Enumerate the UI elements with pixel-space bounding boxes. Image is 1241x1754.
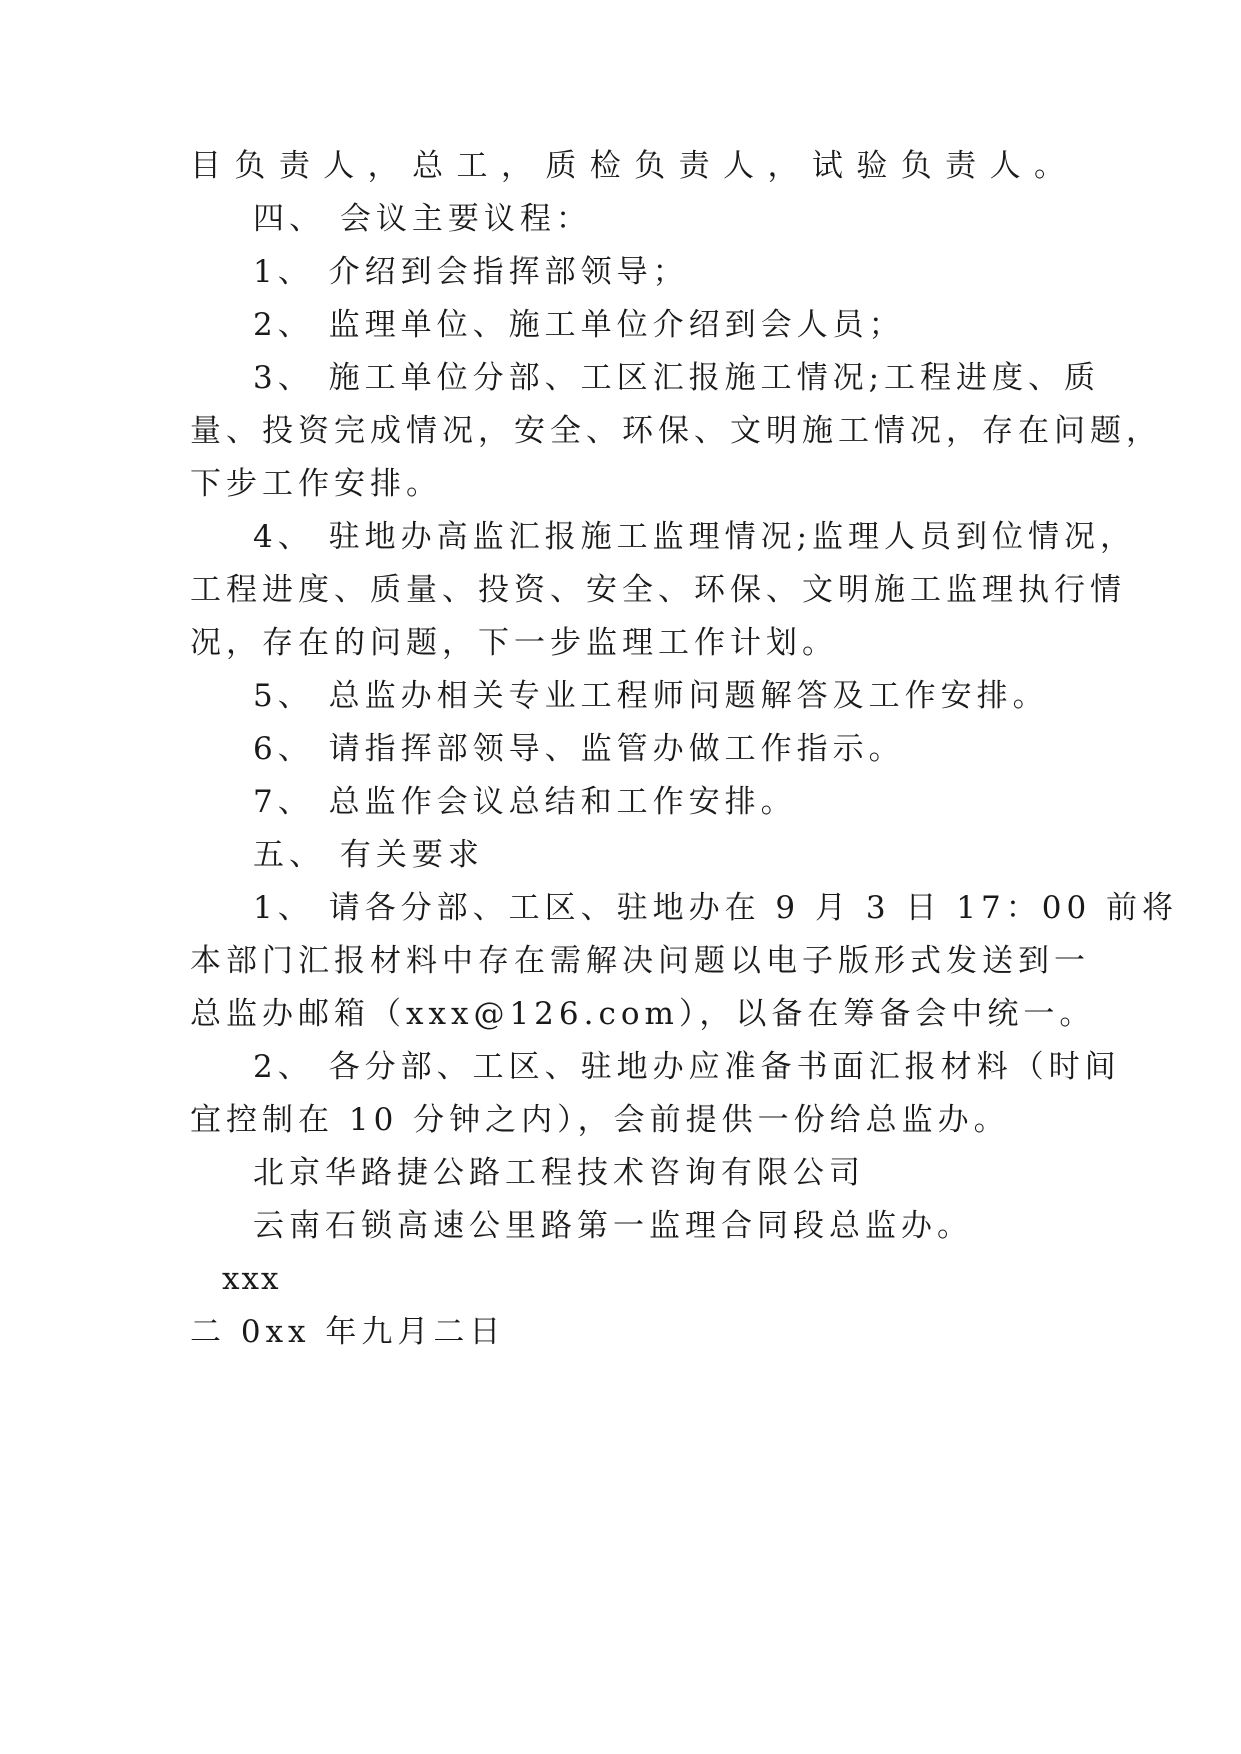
office-name: 云南石锁高速公里路第一监理合同段总监办。 [253,1208,973,1244]
document-date: 二 0xx 年九月二日 [190,1314,506,1350]
section-heading-requirements: 五、 有关要求 [253,837,484,873]
agenda-item-4: 4、 驻地办高监汇报施工监理情况;监理人员到位情况， [253,519,1137,555]
paragraph-line: 总监办邮箱（xxx@126.com），以备在筹备会中统一。 [190,996,1096,1032]
paragraph-line: 量、投资完成情况，安全、环保、文明施工情况，存在问题， [190,413,1162,449]
agenda-item-6: 6、 请指挥部领导、监管办做工作指示。 [253,731,905,767]
paragraph-line: 况，存在的问题，下一步监理工作计划。 [190,625,838,661]
agenda-item-7: 7、 总监作会议总结和工作安排。 [253,784,797,820]
agenda-item-1: 1、 介绍到会指挥部领导； [253,254,689,290]
paragraph-line: 工程进度、质量、投资、安全、环保、文明施工监理执行情 [190,572,1126,608]
agenda-item-2: 2、 监理单位、施工单位介绍到会人员； [253,307,905,343]
paragraph-line: 下步工作安排。 [190,466,442,502]
company-name: 北京华路捷公路工程技术咨询有限公司 [253,1155,865,1191]
paragraph-line: 目负责人，总工，质检负责人，试验负责人。 [190,148,1070,184]
agenda-item-3: 3、 施工单位分部、工区汇报施工情况;工程进度、质 [253,360,1101,396]
agenda-item-5: 5、 总监办相关专业工程师问题解答及工作安排。 [253,678,1049,714]
paragraph-line: 宜控制在 10 分钟之内），会前提供一份给总监办。 [190,1102,1010,1138]
requirement-item-1: 1、 请各分部、工区、驻地办在 9 月 3 日 17：00 前将 [253,890,1179,926]
section-heading-agenda: 四、 会议主要议程： [253,201,592,237]
requirement-item-2: 2、 各分部、工区、驻地办应准备书面汇报材料（时间 [253,1049,1121,1085]
paragraph-line: 本部门汇报材料中存在需解决问题以电子版形式发送到一 [190,943,1090,979]
signatory-name: xxx [222,1261,281,1297]
